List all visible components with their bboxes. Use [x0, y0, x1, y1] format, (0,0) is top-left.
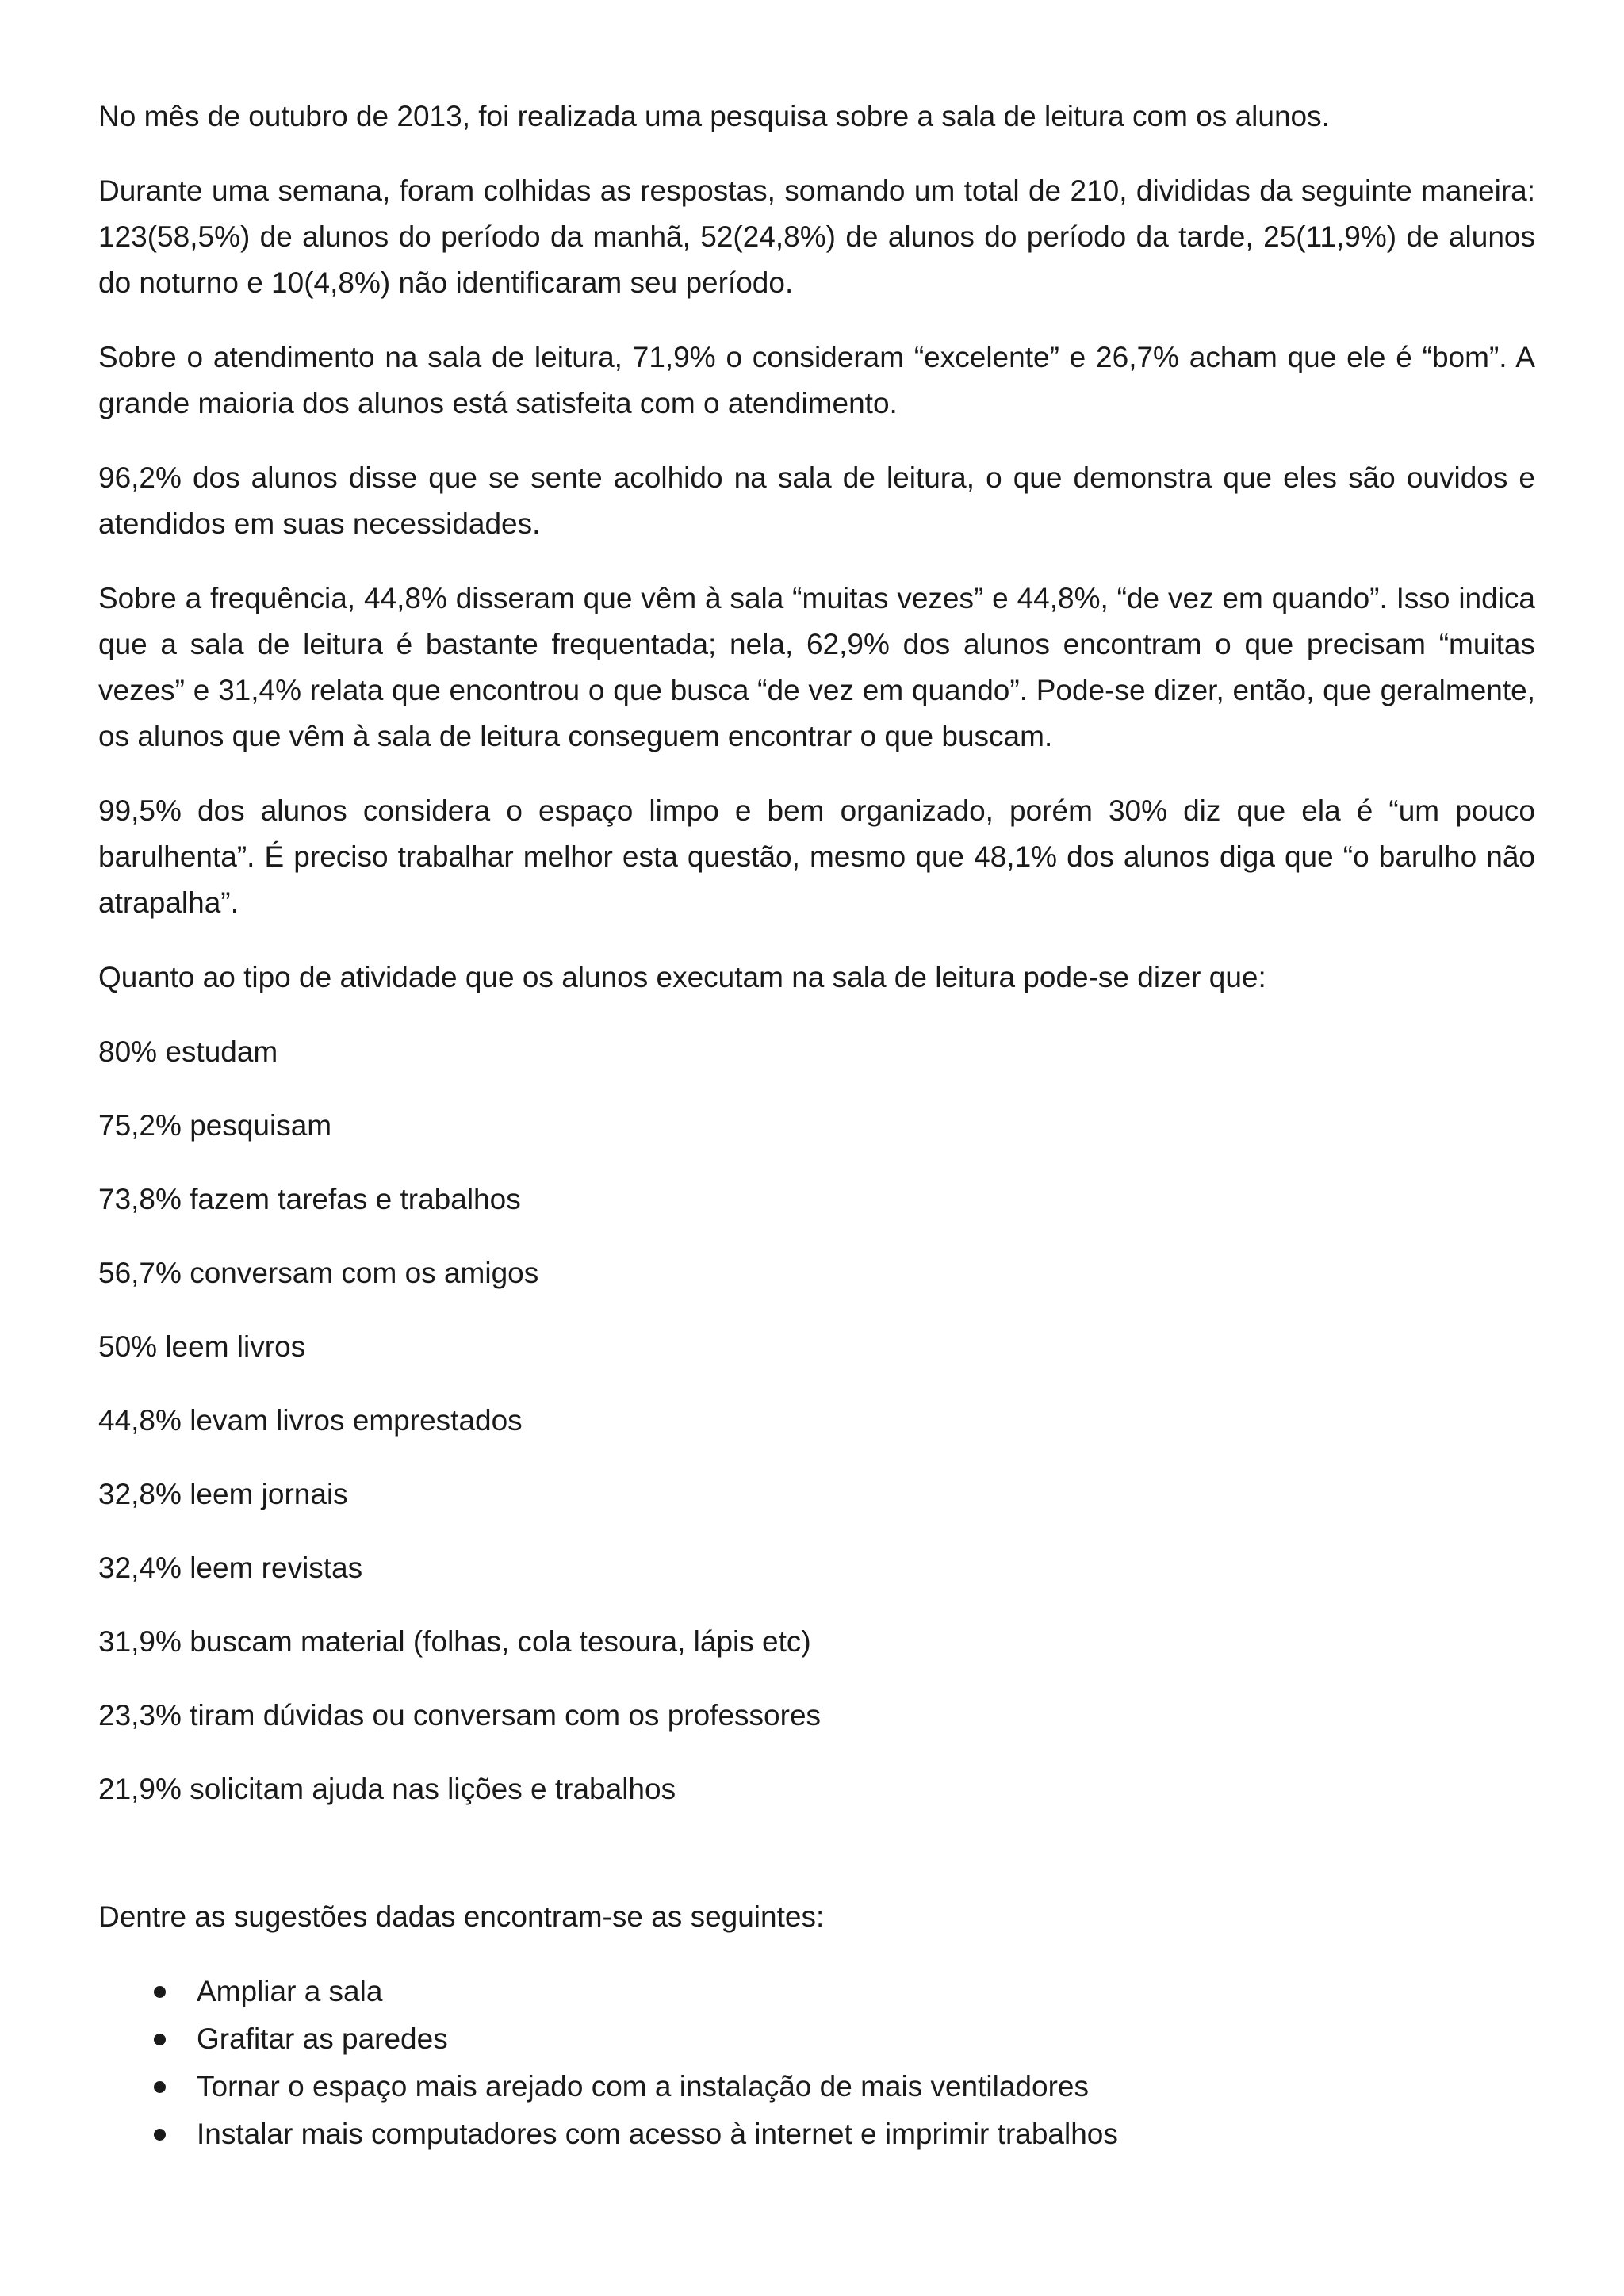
- list-item: 73,8% fazem tarefas e trabalhos: [98, 1183, 521, 1215]
- list-item: 23,3% tiram dúvidas ou conversam com os professores: [98, 1699, 822, 1732]
- suggestion-text: Tornar o espaço mais arejado com a instalação de mais ventiladores: [197, 2070, 1089, 2103]
- suggestion-text: Grafitar as paredes: [197, 2022, 448, 2055]
- activities-list: [98, 1029, 1535, 1812]
- bullet-icon: [154, 1986, 166, 1998]
- spacer: [98, 1840, 1535, 1894]
- list-item: [98, 2111, 1535, 2159]
- list-item: [98, 2016, 1535, 2064]
- paragraph-suggestions-intro: Dentre as sugestões dadas encontram-se as seguintes:: [98, 1900, 825, 1933]
- paragraph-activities-intro: Quanto ao tipo de atividade que os alunos executam na sala de leitura pode-se dizer que:: [98, 961, 1266, 993]
- bullet-icon: [154, 2034, 166, 2045]
- paragraph-cleanliness: 99,5% dos alunos considera o espaço limpo e bem organizado, porém 30% diz que ela é “um pouco barulhenta”. É preciso trabalhar melhor esta questão, mesmo que 48,1% dos alunos diga que “o barulho não atrapalha”.: [98, 794, 1535, 919]
- list-item: 31,9% buscam material (folhas, cola tesoura, lápis etc): [98, 1625, 811, 1658]
- list-item: 56,7% conversam com os amigos: [98, 1257, 539, 1289]
- paragraph-welcome: 96,2% dos alunos disse que se sente acolhido na sala de leitura, o que demonstra que eles são ouvidos e atendidos em suas necessidades.: [98, 461, 1535, 540]
- paragraph-frequency: Sobre a frequência, 44,8% disseram que vêm à sala “muitas vezes” e 44,8%, “de vez em quando”. Isso indica que a sala de leitura é bastante frequentada; nela, 62,9% dos alunos encontram o que precisam “muitas vezes” e 31,4% relata que encontrou o que busca “de vez em quando”. Pode-se dizer, então, que geralmente, os alunos que vêm à sala de leitura conseguem encontrar o que buscam.: [98, 582, 1535, 752]
- list-item: 21,9% solicitam ajuda nas lições e trabalhos: [98, 1773, 676, 1805]
- document-page: [98, 94, 1535, 2159]
- list-item: [98, 1969, 1535, 2016]
- list-item: 80% estudam: [98, 1035, 278, 1068]
- paragraph-service: Sobre o atendimento na sala de leitura, 71,9% o consideram “excelente” e 26,7% acham que ele é “bom”. A grande maioria dos alunos está satisfeita com o atendimento.: [98, 341, 1535, 419]
- bullet-icon: [154, 2129, 166, 2141]
- list-item: 32,8% leem jornais: [98, 1478, 348, 1510]
- paragraph-survey-intro: No mês de outubro de 2013, foi realizada uma pesquisa sobre a sala de leitura com os alunos.: [98, 100, 1330, 132]
- list-item: [98, 2064, 1535, 2111]
- list-item: 32,4% leem revistas: [98, 1552, 363, 1584]
- suggestion-text: Instalar mais computadores com acesso à internet e imprimir trabalhos: [197, 2118, 1118, 2150]
- list-item: 44,8% levam livros emprestados: [98, 1404, 523, 1437]
- paragraph-responses: Durante uma semana, foram colhidas as respostas, somando um total de 210, divididas da seguinte maneira: 123(58,5%) de alunos do período da manhã, 52(24,8%) de alunos do período da tarde, 25(11,9%) de alunos do noturno e 10(4,8%) não identificaram seu período.: [98, 174, 1535, 299]
- suggestion-text: Ampliar a sala: [197, 1975, 383, 2007]
- suggestions-list: [98, 1969, 1535, 2159]
- list-item: 50% leem livros: [98, 1330, 306, 1363]
- list-item: 75,2% pesquisam: [98, 1109, 332, 1142]
- bullet-icon: [154, 2081, 166, 2093]
